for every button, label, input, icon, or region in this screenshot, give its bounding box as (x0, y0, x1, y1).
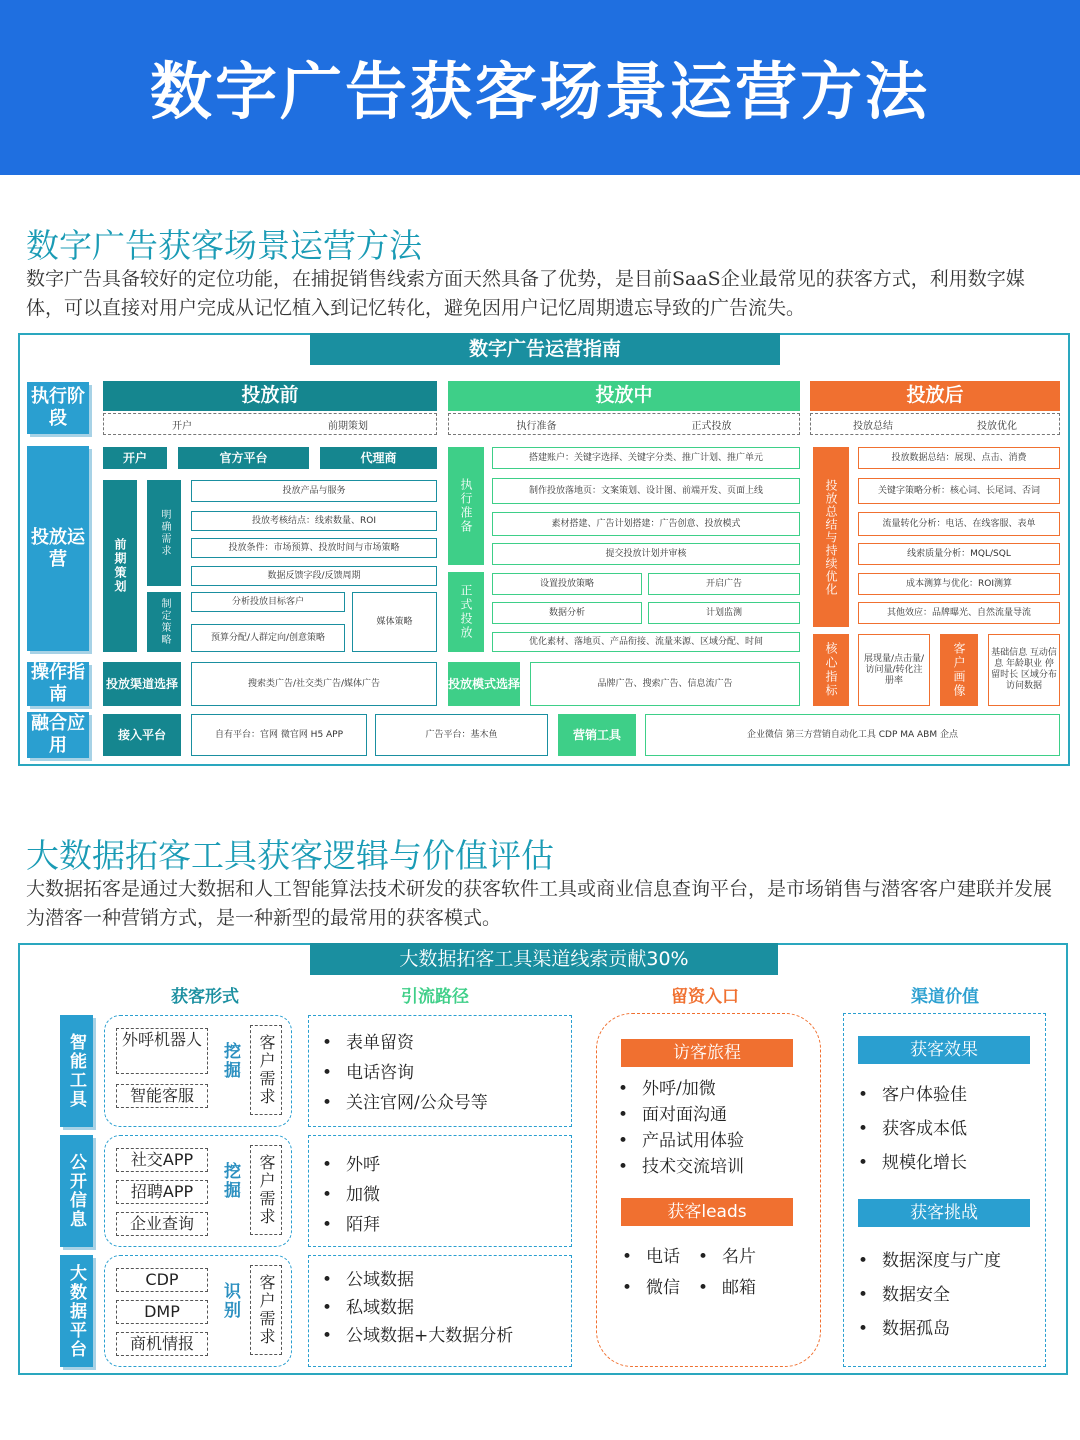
mid-sub1: 执行准备 (516, 420, 557, 432)
mid-tool-label: 营销工具 (558, 714, 636, 756)
post-sub2: 投放优化 (977, 420, 1017, 432)
path-item: • 外呼 (322, 1150, 380, 1180)
pre-agency: 代理商 (320, 447, 437, 469)
section1-title: 数字广告获客场景运营方法 (26, 226, 422, 265)
post-core-label: 核心指标 (813, 634, 849, 706)
mid-r9: 优化素材、落地页、产品衔接、流量来源、区域分配、时间 (492, 632, 800, 652)
leads-item: • 微信 (622, 1273, 680, 1304)
mid-r1: 搭建账户：关键字选择、关键字分类、推广计划、推广单元 (492, 447, 800, 469)
item-dmp: DMP (116, 1300, 208, 1324)
pre-r2: 投放考核结点：线索数量、ROI (191, 511, 437, 531)
pre-sub1: 开户 (172, 420, 192, 432)
item-recruit-app: 招聘APP (116, 1180, 208, 1204)
challenge-title: 获客挑战 (858, 1199, 1030, 1227)
row-fusion: 融合应用 (27, 712, 89, 758)
bar-bigdata-platform: 大数据平台 (60, 1255, 93, 1367)
challenge-item: • 数据安全 (858, 1278, 1001, 1312)
challenge-item: • 数据孤岛 (858, 1312, 1001, 1346)
effect-list (858, 1078, 967, 1180)
pre-v-needs: 明确需求 (147, 480, 181, 586)
path-list-1 (322, 1028, 488, 1118)
post-r6: 其他效应：品牌曝光、自然流量导流 (858, 602, 1060, 624)
need-2: 客户需求 (250, 1145, 282, 1235)
row-guide: 操作指南 (27, 662, 89, 706)
post-cust-label: 客户画像 (940, 634, 978, 706)
col-entry: 留资入口 (671, 987, 739, 1007)
path-item: • 加微 (322, 1180, 380, 1210)
verb-mine-2: 挖掘 (220, 1162, 240, 1200)
section2-desc: 大数据拓客是通过大数据和人工智能算法技术研发的获客软件工具或商业信息查询平台，是市场销售与潜客客户建联并发展为潜客一种营销方式，是一种新型的最常用的获客模式。 (26, 878, 1053, 929)
section2-title: 大数据拓客工具获客逻辑与价值评估 (26, 836, 554, 875)
pre-open-account: 开户 (103, 447, 167, 469)
mid-v-prep: 执行准备 (448, 447, 484, 565)
mid-r3: 素材搭建、广告计划搭建：广告创意、投放模式 (492, 512, 800, 536)
pre-official-platform: 官方平台 (178, 447, 309, 469)
mid-tool-val: 企业微信 第三方营销自动化工具 CDP MA ABM 企点 (645, 714, 1060, 756)
mid-mode-label: 投放模式选择 (448, 662, 520, 706)
need-3: 客户需求 (250, 1265, 282, 1355)
effect-title: 获客效果 (858, 1036, 1030, 1064)
col-value: 渠道价值 (911, 987, 979, 1007)
path-item: • 私域数据 (322, 1294, 513, 1322)
leads-item: • 邮箱 (698, 1273, 756, 1304)
mid-sub2: 正式投放 (691, 420, 732, 432)
col-form: 获客形式 (171, 987, 239, 1007)
item-smart-cs: 智能客服 (116, 1084, 208, 1108)
journey-item: • 产品试用体验 (618, 1128, 744, 1154)
row-ops: 投放运营 (27, 446, 89, 651)
path-item: • 陌拜 (322, 1210, 380, 1240)
verb-identify-3: 识别 (220, 1282, 240, 1320)
challenge-list (858, 1244, 1001, 1346)
post-r2: 关键字策略分析：核心词、长尾词、否词 (858, 478, 1060, 504)
effect-item: • 规模化增长 (858, 1146, 967, 1180)
leads-item: • 电话 (622, 1242, 680, 1273)
path-item: • 电话咨询 (322, 1058, 488, 1088)
guide-header: 数字广告运营指南 (310, 333, 780, 365)
post-sub (810, 413, 1060, 435)
banner (0, 0, 1080, 175)
post-r3: 流量转化分析：电话、在线客服、表单 (858, 512, 1060, 536)
effect-item: • 客户体验佳 (858, 1078, 967, 1112)
pre-r4: 数据反馈字段/反馈周期 (191, 566, 437, 586)
path-list-2 (322, 1150, 380, 1240)
pre-access-val2: 广告平台：基木鱼 (375, 714, 548, 756)
item-biz-intel: 商机情报 (116, 1332, 208, 1356)
pre-r5: 分析投放目标客户 (191, 592, 345, 612)
journey-item: • 外呼/加微 (618, 1076, 744, 1102)
bigdata-header: 大数据拓客工具渠道线索贡献30% (310, 943, 778, 975)
pre-r1: 投放产品与服务 (191, 480, 437, 502)
pre-channel-label: 投放渠道选择 (103, 662, 181, 706)
mid-r4: 提交投放计划并审核 (492, 543, 800, 565)
pre-r6: 预算分配/人群定向/创意策略 (191, 624, 345, 652)
mid-r5: 设置投放策略 (492, 573, 642, 595)
item-outbound-robot: 外呼机器人 (116, 1028, 208, 1074)
path-item: • 公域数据+大数据分析 (322, 1322, 513, 1350)
leads-list-b (698, 1242, 756, 1304)
verb-mine-1: 挖掘 (220, 1042, 240, 1080)
post-sub1: 投放总结 (853, 420, 893, 432)
post-r5: 成本测算与优化：ROI测算 (858, 573, 1060, 595)
bar-public-info: 公开信息 (60, 1135, 93, 1247)
challenge-item: • 数据深度与广度 (858, 1244, 1001, 1278)
journey-list (618, 1076, 744, 1180)
path-item: • 公域数据 (322, 1266, 513, 1294)
pre-v-plan: 前期策划 (103, 480, 137, 652)
col-path: 引流路径 (401, 987, 469, 1007)
post-r1: 投放数据总结：展现、点击、消费 (858, 447, 1060, 469)
journey-item: • 面对面沟通 (618, 1102, 744, 1128)
need-1: 客户需求 (250, 1025, 282, 1115)
pre-channel-val: 搜索类广告/社交类广告/媒体广告 (191, 662, 437, 706)
phase-mid: 投放中 (448, 381, 800, 411)
effect-item: • 获客成本低 (858, 1112, 967, 1146)
row-exec: 执行阶段 (27, 382, 89, 434)
pre-r7: 媒体策略 (352, 592, 437, 652)
post-cust-val: 基础信息 互动信息 年龄职业 停留时长 区域分布 访问数据 (988, 634, 1060, 706)
item-cdp: CDP (116, 1268, 208, 1292)
journey-title: 访客旅程 (621, 1039, 793, 1067)
post-core-val: 展现量/点击量/访问量/转化注册率 (858, 634, 930, 706)
journey-item: • 技术交流培训 (618, 1154, 744, 1180)
bar-smart-tools: 智能工具 (60, 1015, 93, 1127)
path-item: • 表单留资 (322, 1028, 488, 1058)
pre-sub2: 前期策划 (328, 420, 368, 432)
post-v-summary: 投放总结与持续优化 (813, 447, 849, 627)
path-list-3 (322, 1266, 513, 1350)
banner-title: 数字广告获客场景运营方法 (149, 55, 930, 128)
path-item: • 关注官网/公众号等 (322, 1088, 488, 1118)
item-social-app: 社交APP (116, 1148, 208, 1172)
mid-mode-val: 品牌广告、搜索广告、信息流广告 (530, 662, 800, 706)
leads-list-a (622, 1242, 680, 1304)
leads-item: • 名片 (698, 1242, 756, 1273)
mid-r8: 计划监测 (648, 602, 800, 624)
item-company-query: 企业查询 (116, 1212, 208, 1236)
mid-r7: 数据分析 (492, 602, 642, 624)
pre-access-label: 接入平台 (103, 714, 181, 756)
pre-v-strategy: 制定策略 (147, 592, 181, 652)
pre-sub (103, 413, 437, 435)
leads-title: 获客leads (621, 1198, 793, 1226)
mid-v-formal: 正式投放 (448, 572, 484, 652)
post-r4: 线索质量分析：MQL/SQL (858, 543, 1060, 565)
mid-r2: 制作投放落地页：文案策划、设计图、前端开发、页面上线 (492, 478, 800, 504)
pre-r3: 投放条件：市场预算、投放时间与市场策略 (191, 538, 437, 558)
mid-r6: 开启广告 (648, 573, 800, 595)
mid-sub (448, 413, 800, 435)
section1-desc: 数字广告具备较好的定位功能，在捕捉销售线索方面天然具备了优势，是目前SaaS企业最常见的获客方式，利用数字媒体，可以直接对用户完成从记忆植入到记忆转化，避免因用户记忆周期遗忘导致的广告流失。 (26, 268, 1025, 319)
pre-access-val1: 自有平台：官网 微官网 H5 APP (191, 714, 367, 756)
phase-pre: 投放前 (103, 381, 437, 411)
phase-post: 投放后 (810, 381, 1060, 411)
